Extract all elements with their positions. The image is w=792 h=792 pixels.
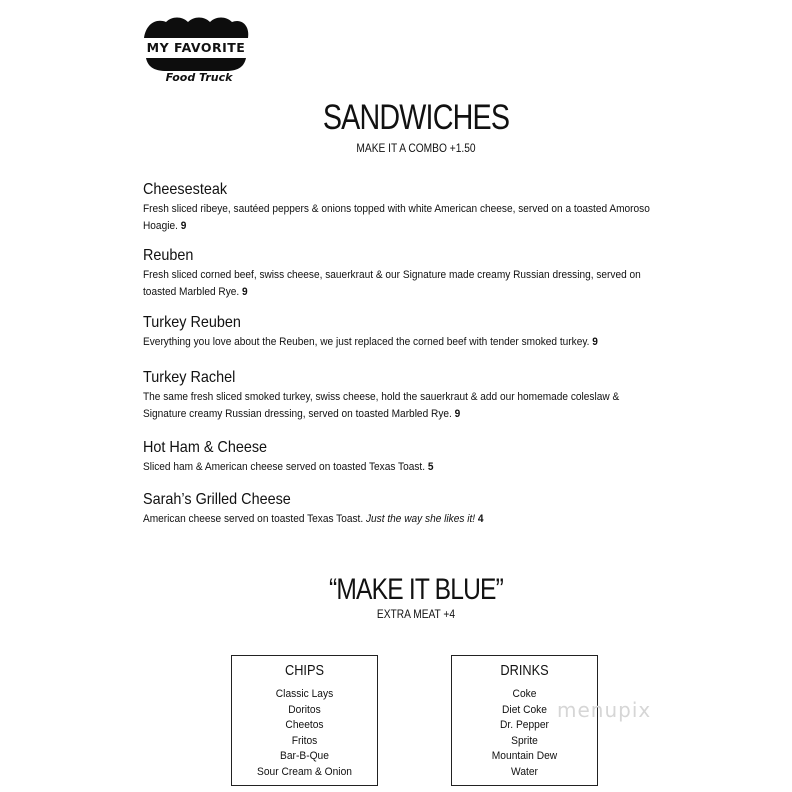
logo xyxy=(140,14,252,86)
list-item: Bar-B-Que xyxy=(280,750,329,763)
item-price: 9 xyxy=(180,220,187,232)
list-item: Fritos xyxy=(291,734,318,747)
item-description: Fresh sliced ribeye, sautéed peppers & onions topped with white American cheese, served on a toasted Amoroso Hoagie. 9 xyxy=(143,203,650,232)
list-item: Coke xyxy=(512,688,537,700)
list-item: Water xyxy=(511,765,538,778)
menu-item xyxy=(143,438,663,490)
item-tagline: Just the way she likes it! xyxy=(365,513,476,525)
list-item: Cheetos xyxy=(285,719,324,732)
make-it-blue-title: “MAKE IT BLUE” xyxy=(329,573,503,606)
item-name: Cheesesteak xyxy=(143,181,228,198)
item-price: 4 xyxy=(477,513,484,525)
logo-subtitle: Food Truck xyxy=(165,71,233,84)
chips-title: CHIPS xyxy=(285,662,324,679)
list-item: Doritos xyxy=(288,703,321,716)
chips-box xyxy=(231,655,378,786)
drinks-title: DRINKS xyxy=(500,662,549,679)
item-name: Sarah’s Grilled Cheese xyxy=(143,491,291,508)
item-name: Hot Ham & Cheese xyxy=(143,439,268,456)
item-name: Turkey Reuben xyxy=(143,314,241,331)
item-description: The same fresh sliced smoked turkey, swiss cheese, hold the sauerkraut & add our homemade coleslaw & Signature creamy Russian dressing, served on toasted Marbled Rye. 9 xyxy=(143,391,620,420)
menu-item xyxy=(143,490,663,530)
item-name: Turkey Rachel xyxy=(143,369,236,386)
item-description: Everything you love about the Reuben, we just replaced the corned beef with tender smoked turkey. 9 xyxy=(143,336,598,348)
menu-item xyxy=(143,313,663,368)
list-item: Sprite xyxy=(511,734,538,747)
chips-list xyxy=(237,687,372,781)
sandwich-list xyxy=(143,180,663,530)
item-price: 9 xyxy=(592,336,598,348)
list-item: Diet Coke xyxy=(502,703,547,716)
item-description: American cheese served on toasted Texas Toast. Just the way she likes it! 4 xyxy=(143,513,484,525)
item-price: 9 xyxy=(454,408,461,420)
menu-item xyxy=(143,246,663,313)
sandwiches-title: SANDWICHES xyxy=(322,98,510,137)
item-name: Reuben xyxy=(143,247,194,264)
item-price: 9 xyxy=(242,286,248,298)
list-item: Sour Cream & Onion xyxy=(257,765,352,778)
menu-item xyxy=(143,368,663,438)
watermark: menupix xyxy=(557,698,652,722)
combo-note: MAKE IT A COMBO +1.50 xyxy=(356,141,476,155)
list-item: Mountain Dew xyxy=(491,750,558,763)
logo-name: MY FAVORITE xyxy=(146,40,246,55)
menu-item xyxy=(143,180,663,246)
item-description: Fresh sliced corned beef, swiss cheese, sauerkraut & our Signature made creamy Russian dressing, served on toasted Marbled Rye. 9 xyxy=(143,269,641,298)
item-price: 5 xyxy=(427,461,434,473)
list-item: Classic Lays xyxy=(275,688,334,700)
extra-meat-note: EXTRA MEAT +4 xyxy=(376,607,456,621)
item-description: Sliced ham & American cheese served on toasted Texas Toast. 5 xyxy=(143,461,434,473)
list-item: Dr. Pepper xyxy=(500,719,549,732)
